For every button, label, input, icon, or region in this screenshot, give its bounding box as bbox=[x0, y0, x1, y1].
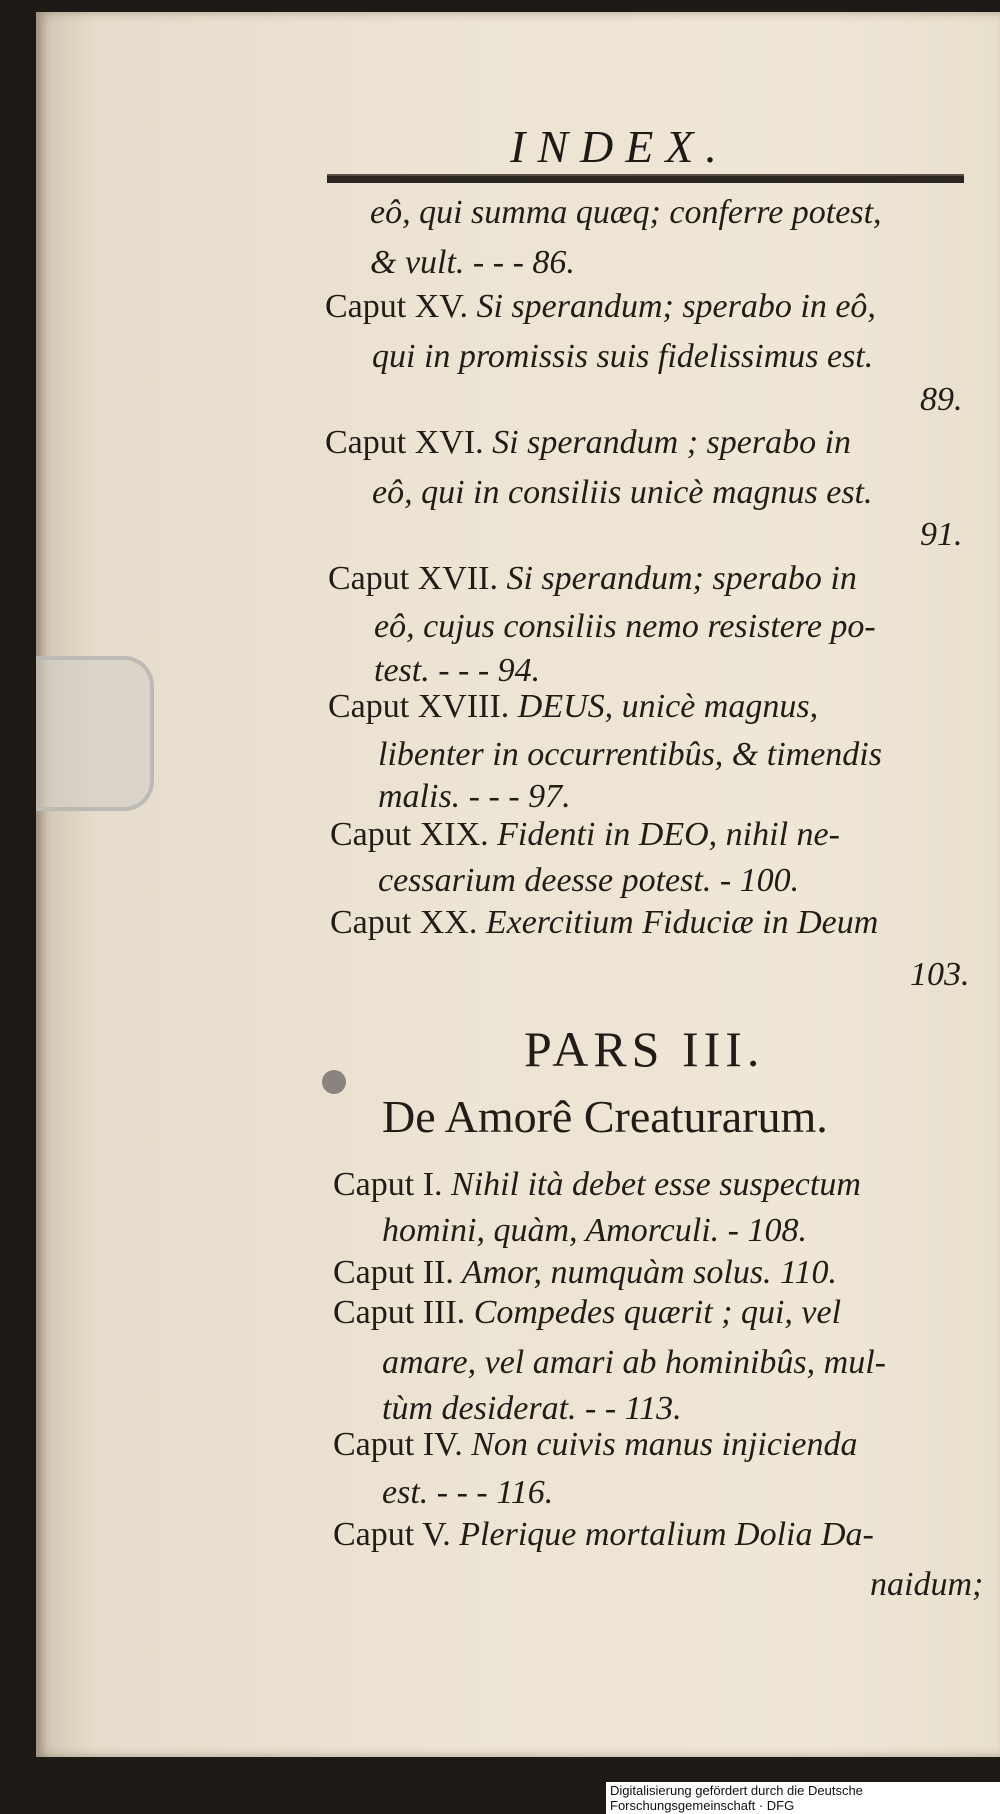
section-title: PARS III. bbox=[524, 1021, 765, 1077]
index-line: Caput III. Compedes quærit ; qui, vel bbox=[333, 1294, 842, 1331]
index-line: Caput II. Amor, numquàm solus. 110. bbox=[333, 1254, 838, 1291]
index-line: Caput XV. Si sperandum; sperabo in eô, bbox=[325, 288, 876, 325]
digitization-credit: Digitalisierung gefördert durch die Deutsche Forschungsgemeinschaft · DFG bbox=[606, 1782, 1000, 1814]
index-line: est. - - - 116. bbox=[382, 1474, 554, 1511]
index-line: Caput IV. Non cuivis manus injicienda bbox=[333, 1426, 858, 1463]
index-line: tùm desiderat. - - 113. bbox=[382, 1390, 682, 1427]
index-line: Caput I. Nihil ità debet esse suspectum bbox=[333, 1166, 861, 1203]
index-line: eô, cujus consiliis nemo resistere po- bbox=[374, 608, 876, 645]
ink-spot bbox=[322, 1070, 346, 1094]
index-line: eô, qui in consiliis unicè magnus est. bbox=[372, 474, 873, 511]
section-subtitle: De Amorê Creaturarum. bbox=[382, 1091, 828, 1142]
index-line: amare, vel amari ab hominibûs, mul- bbox=[382, 1344, 886, 1381]
index-line: Caput V. Plerique mortalium Dolia Da- bbox=[333, 1516, 874, 1553]
index-line: malis. - - - 97. bbox=[378, 778, 571, 815]
index-line: Caput XVII. Si sperandum; sperabo in bbox=[328, 560, 857, 597]
index-line: Caput XIX. Fidenti in DEO, nihil ne- bbox=[330, 816, 840, 853]
index-line: Caput XX. Exercitium Fiduciæ in Deum bbox=[330, 904, 879, 941]
index-line: libenter in occurrentibûs, & timendis bbox=[378, 736, 882, 773]
index-line: 89. bbox=[920, 381, 963, 418]
index-line: test. - - - 94. bbox=[374, 652, 541, 689]
index-line: 91. bbox=[920, 516, 963, 553]
page-header: INDEX. bbox=[510, 121, 729, 172]
index-line: Caput XVIII. DEUS, unicè magnus, bbox=[328, 688, 819, 725]
index-line: 103. bbox=[910, 956, 970, 993]
index-line: naidum; bbox=[870, 1566, 984, 1603]
index-line: Caput XVI. Si sperandum ; sperabo in bbox=[325, 424, 852, 461]
index-line: & vult. - - - 86. bbox=[370, 244, 575, 281]
index-line: qui in promissis suis fidelissimus est. bbox=[372, 338, 874, 375]
index-line: homini, quàm, Amorculi. - 108. bbox=[382, 1212, 807, 1249]
index-line: cessarium deesse potest. - 100. bbox=[378, 862, 800, 899]
index-line: eô, qui summa quæq; conferre potest, bbox=[370, 194, 882, 231]
